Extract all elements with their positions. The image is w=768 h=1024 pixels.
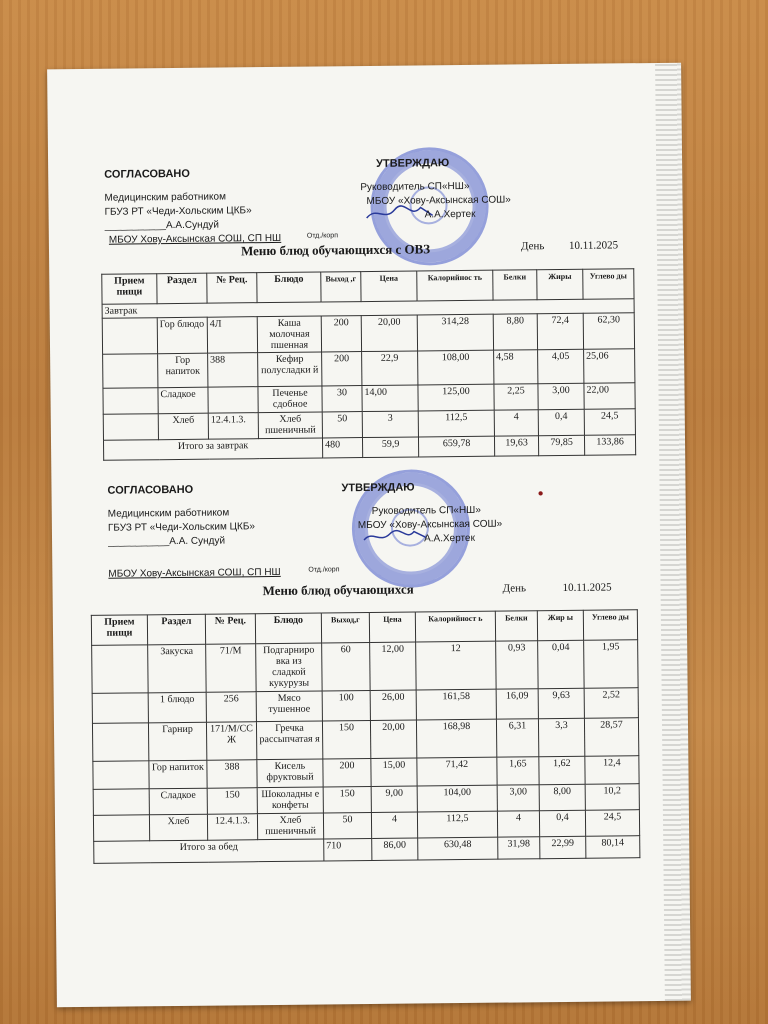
cell: 0,4 bbox=[538, 409, 584, 435]
total-label: Итого за обед bbox=[94, 839, 324, 863]
cell: Закуска bbox=[148, 644, 206, 693]
med-worker-label: Медицинским работником bbox=[104, 191, 226, 204]
header-cell: Жир ы bbox=[537, 610, 583, 640]
cell: 10,2 bbox=[585, 784, 639, 811]
cell: 62,30 bbox=[583, 313, 634, 350]
head-label: Руководитель СП«НШ» bbox=[360, 180, 470, 194]
cell: 22,99 bbox=[540, 836, 586, 858]
lunch-table bbox=[91, 609, 641, 864]
cell: 200 bbox=[322, 352, 362, 386]
cell: 2,52 bbox=[584, 688, 638, 719]
header-cell: Углево ды bbox=[583, 610, 637, 641]
cell: Гор блюдо bbox=[157, 317, 207, 354]
gbuz-label: ГБУЗ РТ «Чеди-Хольским ЦКБ» bbox=[104, 205, 252, 218]
cell: Гор напиток bbox=[149, 760, 207, 789]
header-cell: Белки bbox=[495, 611, 537, 641]
cell: Кефир полусладки й bbox=[258, 352, 322, 387]
cell: 1 блюдо bbox=[148, 692, 206, 723]
signature-mark bbox=[362, 525, 428, 546]
cell: 24,5 bbox=[585, 810, 639, 837]
cell: 112,5 bbox=[418, 410, 494, 437]
soglasovano-label: СОГЛАСОВАНО bbox=[107, 483, 194, 497]
cell: 26,00 bbox=[370, 690, 416, 720]
cell: 12 bbox=[416, 641, 496, 690]
cell: Мясо тушенное bbox=[256, 691, 322, 722]
header-cell: Выход ,г bbox=[321, 272, 361, 302]
cell: Кисель фруктовый bbox=[257, 759, 323, 788]
cell: 0,04 bbox=[538, 640, 585, 688]
menu-title: Меню блюд обучающихся bbox=[262, 581, 414, 599]
cell: 8,00 bbox=[539, 784, 585, 810]
otd-label: Отд./корп bbox=[306, 232, 339, 240]
utverzhdayu-label: УТВЕРЖДАЮ bbox=[376, 157, 450, 170]
cell: 161,58 bbox=[416, 689, 496, 720]
dot-mark: ● bbox=[537, 488, 544, 500]
cell: 8,80 bbox=[493, 314, 537, 350]
cell: 4 bbox=[497, 811, 539, 837]
head-school-label: МБОУ «Хову-Аксынская СОШ» bbox=[357, 518, 503, 532]
signature-line: ___________А.А. Сундуй bbox=[108, 535, 226, 548]
header-cell: Белки bbox=[493, 270, 537, 300]
cell bbox=[103, 388, 158, 415]
cell: 150 bbox=[207, 788, 257, 815]
cell: Хлеб пшеничный bbox=[257, 813, 323, 840]
cell: 150 bbox=[322, 720, 370, 759]
cell: 630,48 bbox=[418, 837, 498, 860]
cell: Хлеб bbox=[158, 413, 208, 440]
cell: 168,98 bbox=[416, 719, 496, 758]
cell bbox=[93, 761, 149, 790]
head-school-label: МБОУ «Хову-Аксынская СОШ» bbox=[366, 194, 511, 208]
cell: Шоколадны е конфеты bbox=[257, 787, 323, 814]
cell: 25,06 bbox=[584, 349, 635, 384]
cell: 71/М bbox=[206, 644, 256, 693]
total-label: Итого за завтрак bbox=[103, 438, 322, 460]
header-cell: Раздел bbox=[157, 273, 207, 304]
utverzhdayu-label: УТВЕРЖДАЮ bbox=[341, 481, 415, 495]
cell: 4 bbox=[494, 410, 538, 436]
cell: 3,00 bbox=[497, 785, 539, 811]
cell: 4,05 bbox=[538, 349, 584, 383]
cell: 15,00 bbox=[371, 758, 417, 786]
cell: 1,65 bbox=[497, 757, 539, 785]
school-label: МБОУ Хову-Аксынская СОШ, СП НШ bbox=[108, 566, 281, 580]
menu-date: 10.11.2025 bbox=[568, 239, 619, 252]
cell: Сладкое bbox=[149, 788, 207, 815]
cell: 710 bbox=[324, 838, 372, 861]
total-row bbox=[94, 836, 640, 864]
header-cell: Калорийнос ть bbox=[417, 270, 493, 301]
cell: 20,00 bbox=[370, 720, 416, 758]
cell: 388 bbox=[208, 353, 258, 388]
header-cell: Цена bbox=[369, 612, 415, 642]
cell: 1,62 bbox=[539, 756, 585, 784]
header-cell: Блюдо bbox=[257, 272, 321, 303]
cell: 59,9 bbox=[362, 437, 418, 458]
cell: 4 bbox=[371, 812, 417, 838]
cell bbox=[103, 414, 158, 441]
cell bbox=[93, 815, 149, 842]
cell bbox=[103, 354, 158, 389]
cell: 80,14 bbox=[586, 836, 640, 859]
cell: 100 bbox=[322, 690, 370, 721]
cell: 9,00 bbox=[371, 786, 417, 812]
cell: 12,4 bbox=[585, 756, 639, 785]
cell: 3,00 bbox=[538, 383, 584, 409]
signature-line: ___________А.А.Сундуй bbox=[104, 219, 220, 232]
cell: 171/М/СС Ж bbox=[206, 722, 256, 761]
menu-title: Меню блюд обучающихся с ОВЗ bbox=[240, 241, 431, 259]
header-cell: Прием пищи bbox=[102, 274, 157, 305]
cell: 2,25 bbox=[494, 384, 538, 410]
cell: 200 bbox=[321, 316, 361, 352]
cell: 6,31 bbox=[496, 719, 538, 757]
gbuz-label: ГБУЗ РТ «Чеди-Хольским ЦКБ» bbox=[107, 521, 255, 534]
cell: Подгарниро вка из сладкой кукурузы bbox=[256, 643, 322, 692]
header-cell: Калорийност ь bbox=[415, 611, 495, 642]
cell: 14,00 bbox=[362, 385, 418, 412]
table-row bbox=[103, 349, 635, 389]
cell: 12.4.1.3. bbox=[208, 413, 258, 440]
header-cell: Прием пищи bbox=[91, 615, 147, 646]
cell: 22,9 bbox=[362, 351, 418, 386]
cell: Гарнир bbox=[148, 722, 206, 761]
header-cell: Блюдо bbox=[255, 613, 321, 644]
cell: 16,09 bbox=[496, 689, 538, 719]
table-row bbox=[102, 313, 634, 355]
school-label: МБОУ Хову-Аксынская СОШ, СП НШ bbox=[108, 232, 282, 246]
cell: 50 bbox=[322, 412, 362, 438]
cell: 388 bbox=[207, 760, 257, 789]
cell: 200 bbox=[323, 758, 371, 787]
cell: 71,42 bbox=[417, 757, 497, 786]
cell: 72,4 bbox=[537, 313, 583, 349]
cell: 3,3 bbox=[538, 718, 584, 756]
cell: 86,00 bbox=[372, 838, 418, 860]
header-cell: № Рец. bbox=[205, 614, 255, 645]
header-cell: Цена bbox=[361, 271, 417, 302]
day-label: День bbox=[502, 582, 527, 595]
meal-label: Завтрак bbox=[102, 299, 634, 319]
cell: 150 bbox=[323, 786, 371, 813]
cell: 108,00 bbox=[418, 350, 494, 385]
cell: 256 bbox=[206, 692, 256, 723]
cell: 12.4.1.3. bbox=[207, 814, 257, 841]
cell: 22,00 bbox=[584, 383, 635, 410]
cell: 12,00 bbox=[370, 642, 417, 690]
cell: 20,00 bbox=[361, 315, 417, 352]
cell: 133,86 bbox=[584, 435, 635, 456]
menu-date: 10.11.2025 bbox=[562, 581, 612, 594]
cell: 19,63 bbox=[494, 436, 538, 456]
cell: 30 bbox=[322, 386, 362, 412]
cell: 104,00 bbox=[417, 785, 497, 812]
total-row bbox=[103, 435, 635, 461]
cell: 28,57 bbox=[584, 718, 638, 757]
cell: 60 bbox=[322, 642, 371, 691]
cell: Печенье сдобное bbox=[258, 386, 322, 413]
cell: 31,98 bbox=[498, 837, 540, 859]
header-cell: № Рец. bbox=[207, 273, 257, 304]
cell: 480 bbox=[322, 438, 362, 458]
cell: Гор напиток bbox=[158, 353, 208, 388]
head-signature-name: А.А.Хертек bbox=[423, 532, 475, 545]
cell bbox=[102, 318, 157, 355]
cell bbox=[92, 723, 148, 762]
cell bbox=[208, 387, 258, 414]
cell: Хлеб пшеничный bbox=[258, 412, 322, 439]
cell: 314,28 bbox=[417, 314, 493, 351]
cell: 24,5 bbox=[584, 409, 635, 436]
table-row bbox=[92, 718, 638, 762]
table-row bbox=[92, 640, 638, 694]
cell bbox=[93, 789, 149, 816]
day-label: День bbox=[520, 240, 545, 253]
cell: Хлеб bbox=[149, 814, 207, 841]
cell: 79,85 bbox=[538, 435, 584, 455]
header-cell: Раздел bbox=[147, 614, 205, 645]
header-cell: Выход,г bbox=[321, 613, 369, 644]
cell: 9,63 bbox=[538, 688, 584, 718]
med-worker-label: Медицинским работником bbox=[107, 507, 230, 520]
cell: Каша молочная пшенная bbox=[257, 316, 321, 353]
cell bbox=[92, 645, 148, 694]
cell: 125,00 bbox=[418, 384, 494, 411]
cell: Сладкое bbox=[158, 387, 208, 414]
breakfast-table bbox=[101, 268, 636, 461]
cell: Гречка рассыпчатая я bbox=[256, 721, 322, 760]
header-cell: Углево ды bbox=[583, 269, 634, 300]
header-cell: Жиры bbox=[537, 269, 583, 299]
paper-sheet bbox=[47, 63, 691, 1008]
cell: 1,95 bbox=[584, 640, 638, 689]
cell: 659,78 bbox=[418, 436, 494, 457]
otd-label: Отд./корп bbox=[308, 566, 340, 574]
soglasovano-label: СОГЛАСОВАНО bbox=[104, 167, 190, 181]
cell bbox=[92, 693, 148, 724]
cell: 0,93 bbox=[496, 641, 539, 689]
cell: 112,5 bbox=[417, 811, 497, 838]
cell: 3 bbox=[362, 411, 418, 438]
cell: 0,4 bbox=[539, 810, 585, 836]
cell: 4,58 bbox=[494, 350, 538, 384]
cell: 50 bbox=[323, 812, 371, 839]
head-label: Руководитель СП«НШ» bbox=[371, 504, 481, 517]
head-signature-name: А.А.Хертек bbox=[424, 208, 476, 221]
cell: 4Л bbox=[207, 317, 257, 354]
